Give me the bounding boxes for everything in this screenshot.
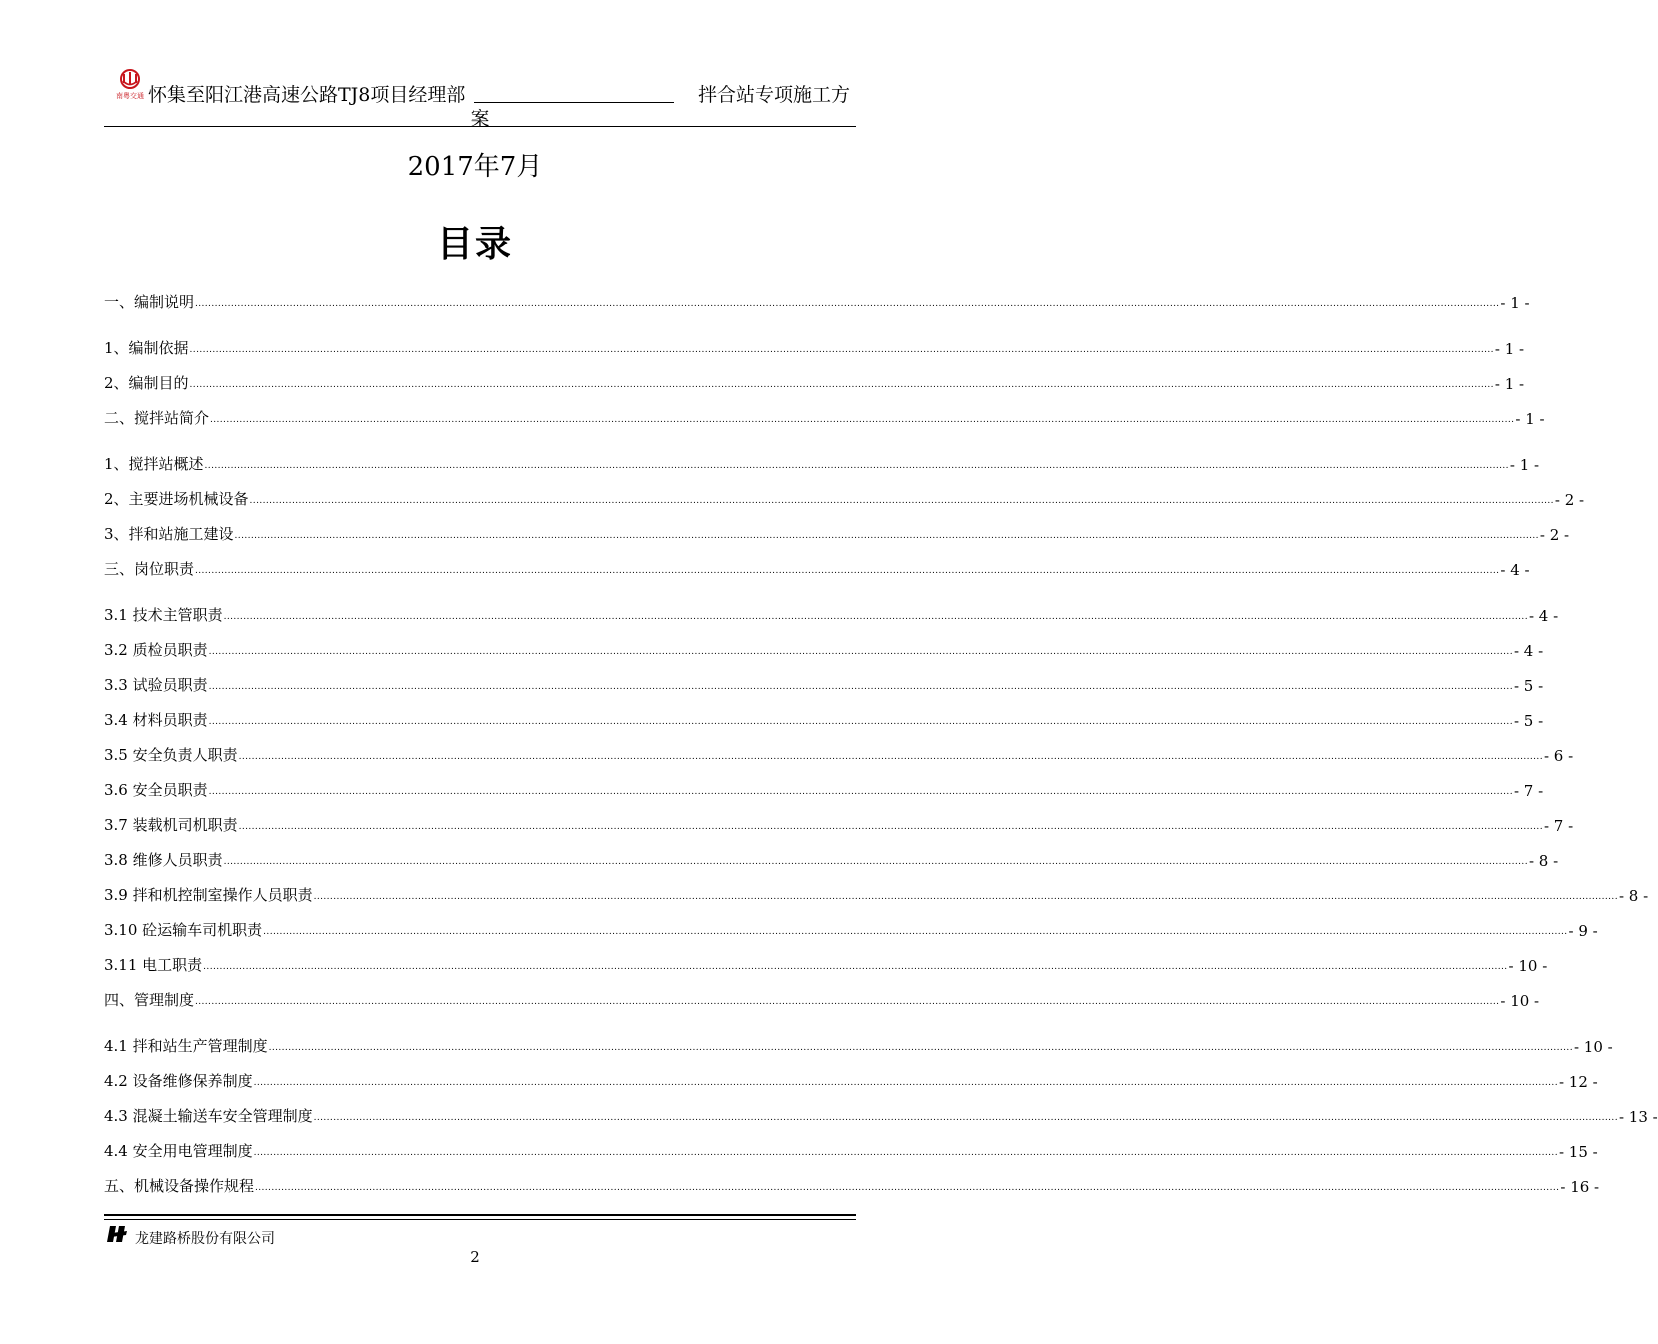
toc-entry-title: 3.6 安全员职责 bbox=[104, 781, 208, 799]
toc-entry-page: - 10 - bbox=[1500, 992, 1540, 1010]
nanyue-transport-logo-icon bbox=[110, 68, 150, 102]
toc-entry-page: - 1 - bbox=[1515, 410, 1545, 428]
toc-entry[interactable] bbox=[104, 708, 1544, 730]
toc-entry-title: 3.7 装载机司机职责 bbox=[104, 816, 238, 834]
toc-entry-page: - 12 - bbox=[1558, 1073, 1598, 1091]
toc-title: 目录 bbox=[436, 224, 513, 265]
toc-entry-page: - 1 - bbox=[1494, 340, 1525, 358]
footer-company-name: 龙建路桥股份有限公司 bbox=[135, 1231, 275, 1247]
toc-dot-leader: ................................................................................................................................................................................................................................................................................................................................................................................................................ bbox=[195, 299, 1500, 309]
toc-entry-title: 4.1 拌和站生产管理制度 bbox=[104, 1037, 268, 1055]
toc-dot-leader: ................................................................................................................................................................................................................................................................................................................................................................................................................ bbox=[313, 892, 1618, 902]
toc-entry-page: - 7 - bbox=[1543, 817, 1574, 835]
document-date: 2017年7月 bbox=[407, 152, 543, 182]
toc-dot-leader: ................................................................................................................................................................................................................................................................................................................................................................................................................ bbox=[253, 1148, 1558, 1158]
toc-entry[interactable] bbox=[104, 988, 1540, 1010]
toc-dot-leader: ................................................................................................................................................................................................................................................................................................................................................................................................................ bbox=[223, 857, 1528, 867]
toc-entry-page: - 10 - bbox=[1573, 1038, 1613, 1056]
toc-entry[interactable] bbox=[104, 1104, 1658, 1126]
toc-entry-title: 3.11 电工职责 bbox=[104, 956, 203, 974]
toc-entry-title: 五、机械设备操作规程 bbox=[104, 1177, 255, 1195]
toc-entry[interactable] bbox=[104, 673, 1544, 695]
toc-entry-page: - 15 - bbox=[1558, 1143, 1598, 1161]
toc-entry[interactable] bbox=[104, 778, 1544, 800]
toc-entry-page: - 10 - bbox=[1508, 957, 1548, 975]
toc-entry[interactable] bbox=[104, 371, 1525, 393]
toc-dot-leader: ................................................................................................................................................................................................................................................................................................................................................................................................................ bbox=[195, 566, 1500, 576]
toc-entry[interactable] bbox=[104, 1069, 1598, 1091]
toc-entry-page: - 9 - bbox=[1568, 922, 1598, 940]
toc-entry-title: 3.3 试验员职责 bbox=[104, 676, 208, 694]
toc-entry-page: - 13 - bbox=[1618, 1108, 1658, 1126]
toc-entry-title: 三、岗位职责 bbox=[104, 560, 195, 578]
toc-entry-title: 3.5 安全负责人职责 bbox=[104, 746, 238, 764]
toc-entry-page: - 8 - bbox=[1528, 852, 1559, 870]
footer-rule bbox=[104, 1214, 856, 1216]
toc-entry-page: - 4 - bbox=[1528, 607, 1559, 625]
toc-entry[interactable] bbox=[104, 452, 1540, 474]
header-project-title: 怀集至阳江港高速公路TJ8项目经理部 bbox=[148, 84, 466, 106]
footer-rule-thin bbox=[104, 1219, 856, 1220]
toc-entry-title: 3.9 拌和机控制室操作人员职责 bbox=[104, 886, 313, 904]
svg-text:南粤交通: 南粤交通 bbox=[116, 92, 144, 100]
toc-dot-leader: ................................................................................................................................................................................................................................................................................................................................................................................................................ bbox=[208, 647, 1513, 657]
toc-entry-page: - 2 - bbox=[1554, 491, 1585, 509]
toc-dot-leader: ................................................................................................................................................................................................................................................................................................................................................................................................................ bbox=[204, 461, 1509, 471]
toc-entry-title: 1、编制依据 bbox=[104, 339, 189, 357]
longjian-logo-icon bbox=[107, 1224, 131, 1244]
toc-entry[interactable] bbox=[104, 953, 1548, 975]
toc-entry[interactable] bbox=[104, 1174, 1600, 1196]
toc-dot-leader: ................................................................................................................................................................................................................................................................................................................................................................................................................ bbox=[253, 1078, 1558, 1088]
toc-entry-title: 3.8 维修人员职责 bbox=[104, 851, 223, 869]
toc-entry-title: 3.10 砼运输车司机职责 bbox=[104, 921, 263, 939]
toc-entry-page: - 5 - bbox=[1513, 677, 1544, 695]
toc-dot-leader: ................................................................................................................................................................................................................................................................................................................................................................................................................ bbox=[268, 1043, 1573, 1053]
toc-entry-page: - 1 - bbox=[1509, 456, 1540, 474]
toc-entry-title: 4.3 混凝土输送车安全管理制度 bbox=[104, 1107, 313, 1125]
toc-dot-leader: ................................................................................................................................................................................................................................................................................................................................................................................................................ bbox=[263, 927, 1568, 937]
toc-entry-page: - 5 - bbox=[1513, 712, 1544, 730]
header-document-title: 拌合站专项施工方 bbox=[697, 84, 850, 106]
toc-entry-title: 1、搅拌站概述 bbox=[104, 455, 204, 473]
toc-entry-page: - 4 - bbox=[1513, 642, 1544, 660]
toc-dot-leader: ................................................................................................................................................................................................................................................................................................................................................................................................................ bbox=[238, 822, 1543, 832]
toc-dot-leader: ................................................................................................................................................................................................................................................................................................................................................................................................................ bbox=[210, 415, 1515, 425]
toc-entry[interactable] bbox=[104, 290, 1530, 312]
toc-entry[interactable] bbox=[104, 918, 1598, 940]
toc-dot-leader: ................................................................................................................................................................................................................................................................................................................................................................................................................ bbox=[203, 962, 1508, 972]
toc-entry-title: 3、拌和站施工建设 bbox=[104, 525, 234, 543]
header-document-title-wrap: 案 bbox=[470, 108, 490, 130]
toc-entry-title: 3.4 材料员职责 bbox=[104, 711, 208, 729]
toc-entry-page: - 1 - bbox=[1500, 294, 1530, 312]
toc-entry-title: 4.4 安全用电管理制度 bbox=[104, 1142, 253, 1160]
page-header bbox=[104, 66, 856, 132]
toc-entry-title: 四、管理制度 bbox=[104, 991, 195, 1009]
toc-entry[interactable] bbox=[104, 638, 1544, 660]
toc-entry[interactable] bbox=[104, 743, 1574, 765]
toc-entry-title: 2、主要进场机械设备 bbox=[104, 490, 249, 508]
toc-entry[interactable] bbox=[104, 848, 1559, 870]
toc-entry-page: - 6 - bbox=[1543, 747, 1574, 765]
toc-dot-leader: ................................................................................................................................................................................................................................................................................................................................................................................................................ bbox=[238, 752, 1543, 762]
toc-entry-page: - 16 - bbox=[1560, 1178, 1600, 1196]
toc-entry-page: - 2 - bbox=[1539, 526, 1570, 544]
toc-dot-leader: ................................................................................................................................................................................................................................................................................................................................................................................................................ bbox=[313, 1113, 1618, 1123]
header-underline bbox=[474, 102, 674, 103]
toc-entry-title: 一、编制说明 bbox=[104, 293, 195, 311]
toc-entry-title: 4.2 设备维修保养制度 bbox=[104, 1072, 253, 1090]
toc-entry[interactable] bbox=[104, 883, 1649, 905]
toc-dot-leader: ................................................................................................................................................................................................................................................................................................................................................................................................................ bbox=[189, 380, 1494, 390]
toc-dot-leader: ................................................................................................................................................................................................................................................................................................................................................................................................................ bbox=[208, 717, 1513, 727]
toc-dot-leader: ................................................................................................................................................................................................................................................................................................................................................................................................................ bbox=[223, 612, 1528, 622]
toc-dot-leader: ................................................................................................................................................................................................................................................................................................................................................................................................................ bbox=[234, 531, 1539, 541]
toc-entry-page: - 7 - bbox=[1513, 782, 1544, 800]
toc-dot-leader: ................................................................................................................................................................................................................................................................................................................................................................................................................ bbox=[208, 682, 1513, 692]
toc-entry[interactable] bbox=[104, 603, 1559, 625]
toc-entry-page: - 1 - bbox=[1494, 375, 1525, 393]
toc-entry-title: 3.1 技术主管职责 bbox=[104, 606, 223, 624]
toc-entry[interactable] bbox=[104, 522, 1570, 544]
toc-entry[interactable] bbox=[104, 336, 1525, 358]
toc-entry[interactable] bbox=[104, 1139, 1598, 1161]
toc-entry[interactable] bbox=[104, 1034, 1613, 1056]
toc-entry-title: 3.2 质检员职责 bbox=[104, 641, 208, 659]
toc-entry[interactable] bbox=[104, 487, 1585, 509]
header-rule bbox=[104, 126, 856, 127]
toc-dot-leader: ................................................................................................................................................................................................................................................................................................................................................................................................................ bbox=[195, 997, 1500, 1007]
toc-entry-page: - 4 - bbox=[1500, 561, 1530, 579]
toc-dot-leader: ................................................................................................................................................................................................................................................................................................................................................................................................................ bbox=[189, 345, 1494, 355]
toc-entry-page: - 8 - bbox=[1618, 887, 1649, 905]
toc-entry[interactable] bbox=[104, 557, 1530, 579]
toc-entry-title: 2、编制目的 bbox=[104, 374, 189, 392]
toc-dot-leader: ................................................................................................................................................................................................................................................................................................................................................................................................................ bbox=[208, 787, 1513, 797]
toc-entry-title: 二、搅拌站简介 bbox=[104, 409, 210, 427]
toc-entry[interactable] bbox=[104, 406, 1545, 428]
toc-entry[interactable] bbox=[104, 813, 1574, 835]
page-number: 2 bbox=[470, 1248, 480, 1266]
toc-dot-leader: ................................................................................................................................................................................................................................................................................................................................................................................................................ bbox=[249, 496, 1554, 506]
toc-dot-leader: ................................................................................................................................................................................................................................................................................................................................................................................................................ bbox=[255, 1183, 1560, 1193]
